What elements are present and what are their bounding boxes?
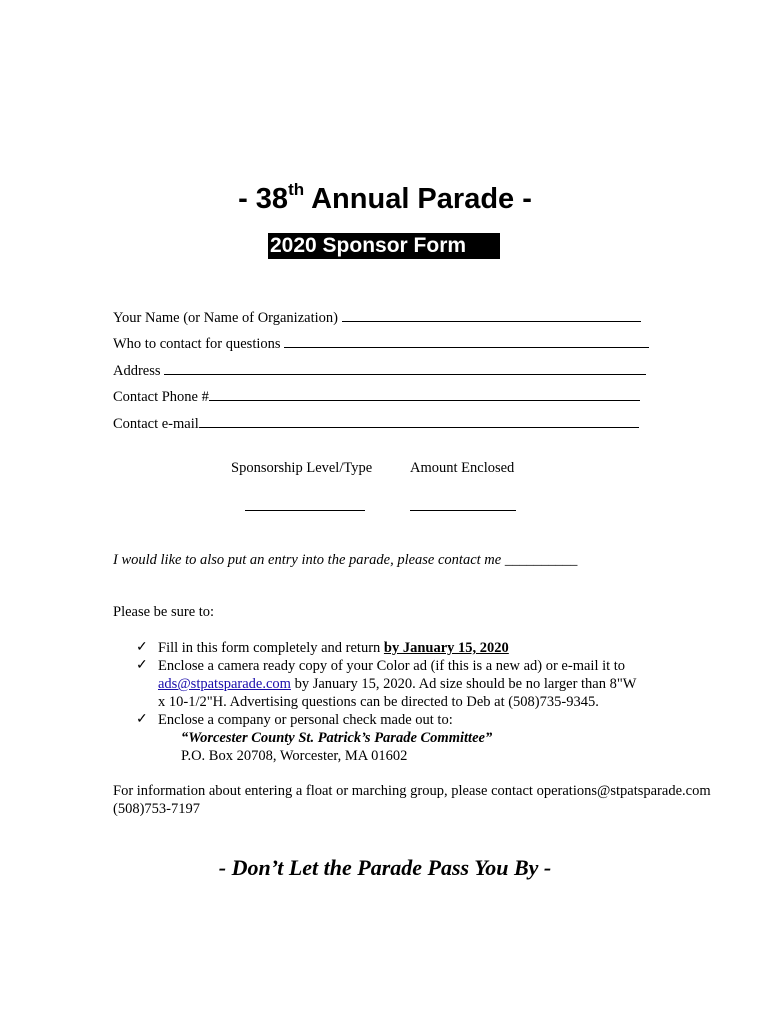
- field-address-line[interactable]: [164, 362, 646, 375]
- check-icon: ✓: [136, 640, 148, 655]
- field-contact: [113, 335, 649, 353]
- field-email-label: Contact e-mail: [113, 416, 199, 432]
- payee-name: “Worcester County St. Patrick’s Parade Committee”: [181, 730, 493, 746]
- field-email: [113, 415, 639, 433]
- form-subtitle: 2020 Sponsor Form: [270, 234, 467, 257]
- deadline: by January 15, 2020: [383, 640, 509, 656]
- entry-request: I would like to also put an entry into the parade, please contact me __________: [113, 552, 578, 568]
- amount-enclosed-blank[interactable]: [410, 510, 516, 511]
- check-icon: ✓: [136, 712, 148, 727]
- footer-slogan: - Don’t Let the Parade Pass You By -: [218, 855, 552, 880]
- checklist-item-1: Fill in this form completely and return by January 15, 2020: [158, 640, 509, 656]
- field-name: [113, 309, 641, 327]
- field-contact-label: Who to contact for questions: [113, 336, 285, 352]
- field-contact-line[interactable]: [284, 335, 649, 348]
- check-icon: ✓: [136, 658, 148, 673]
- please-be-sure-heading: Please be sure to:: [113, 604, 215, 620]
- float-info-phone: (508)753-7197: [113, 801, 200, 817]
- field-phone-label: Contact Phone #: [113, 389, 209, 405]
- amount-enclosed-header: Amount Enclosed: [410, 460, 515, 476]
- checklist-item-2-line-2: ads@stpatsparade.com by January 15, 2020. Ad size should be no larger than 8"W: [158, 676, 637, 692]
- sponsorship-level-blank[interactable]: [245, 510, 365, 511]
- checklist-item-2-line-3: x 10-1/2"H. Advertising questions can be directed to Deb at (508)735-9345.: [158, 694, 599, 710]
- field-email-line[interactable]: [199, 415, 639, 428]
- float-info-line: For information about entering a float or marching group, please contact operations@stpatsparade.com: [113, 783, 711, 799]
- checklist-item-2-line-1: Enclose a camera ready copy of your Color ad (if this is a new ad) or e-mail it to: [158, 658, 626, 674]
- ads-email-link[interactable]: ads@stpatsparade.com: [158, 676, 291, 692]
- payee-address: P.O. Box 20708, Worcester, MA 01602: [181, 748, 408, 764]
- sponsorship-level-header: Sponsorship Level/Type: [231, 460, 373, 476]
- field-address-label: Address: [113, 363, 165, 379]
- field-phone: [113, 388, 640, 406]
- field-name-label: Your Name (or Name of Organization): [113, 310, 342, 326]
- page-title: - 38th Annual Parade -: [238, 180, 532, 215]
- checklist-item-3: Enclose a company or personal check made out to:: [158, 712, 453, 728]
- field-phone-line[interactable]: [209, 388, 640, 401]
- field-name-line[interactable]: [342, 309, 641, 322]
- field-address: [113, 362, 646, 380]
